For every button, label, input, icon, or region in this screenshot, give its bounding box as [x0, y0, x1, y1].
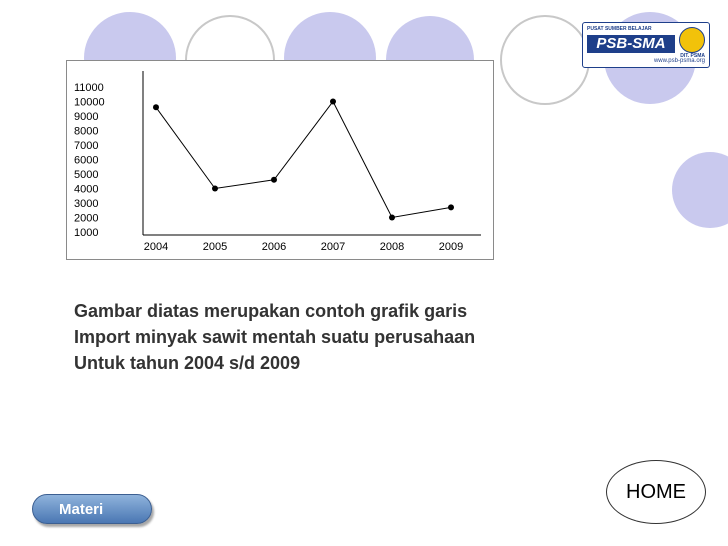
x-tick-label: 2007 — [320, 241, 346, 253]
data-point — [212, 186, 218, 192]
caption-line-3: Untuk tahun 2004 s/d 2009 — [74, 353, 301, 373]
data-point — [330, 99, 336, 105]
x-tick-label: 2004 — [143, 241, 169, 253]
decor-circle — [672, 152, 728, 228]
line-chart — [66, 60, 494, 260]
logo-main-text: PSB-SMA — [587, 35, 675, 53]
series-line — [156, 102, 451, 218]
materi-button[interactable]: Materi — [32, 494, 152, 524]
y-tick-label: 10000 — [74, 96, 105, 109]
data-point — [389, 215, 395, 221]
caption-line-1: Gambar diatas merupakan contoh grafik garis — [74, 301, 468, 321]
logo-top-text: PUSAT SUMBER BELAJAR — [587, 26, 652, 32]
emblem-icon — [679, 27, 705, 53]
home-button[interactable]: HOME — [606, 460, 706, 524]
y-tick-label: 11000 — [74, 82, 104, 94]
logo-url-text: www.psb-psma.org — [653, 58, 705, 64]
y-tick-label: 3000 — [74, 198, 99, 210]
decor-ring — [501, 16, 589, 104]
psb-sma-logo — [582, 22, 710, 68]
x-tick-label: 2005 — [202, 241, 228, 253]
y-tick-label: 6000 — [74, 154, 99, 167]
y-tick-label: 8000 — [74, 125, 99, 138]
y-tick-label: 9000 — [74, 111, 99, 123]
x-tick-label: 2009 — [438, 241, 464, 253]
data-point — [153, 104, 159, 110]
y-tick-label: 7000 — [74, 140, 99, 152]
logo-sub-text: DIT. PSMA — [680, 53, 705, 59]
caption — [74, 298, 674, 376]
data-point — [448, 204, 454, 210]
y-tick-label: 5000 — [74, 169, 99, 181]
data-point — [271, 177, 277, 183]
x-tick-label: 2008 — [379, 241, 405, 253]
chart-canvas — [67, 61, 493, 259]
caption-line-2: Import minyak sawit mentah suatu perusahaan — [74, 327, 476, 347]
x-tick-label: 2006 — [261, 241, 287, 253]
y-tick-label: 1000 — [74, 227, 99, 239]
y-tick-label: 2000 — [74, 212, 99, 225]
y-tick-label: 4000 — [74, 183, 99, 196]
